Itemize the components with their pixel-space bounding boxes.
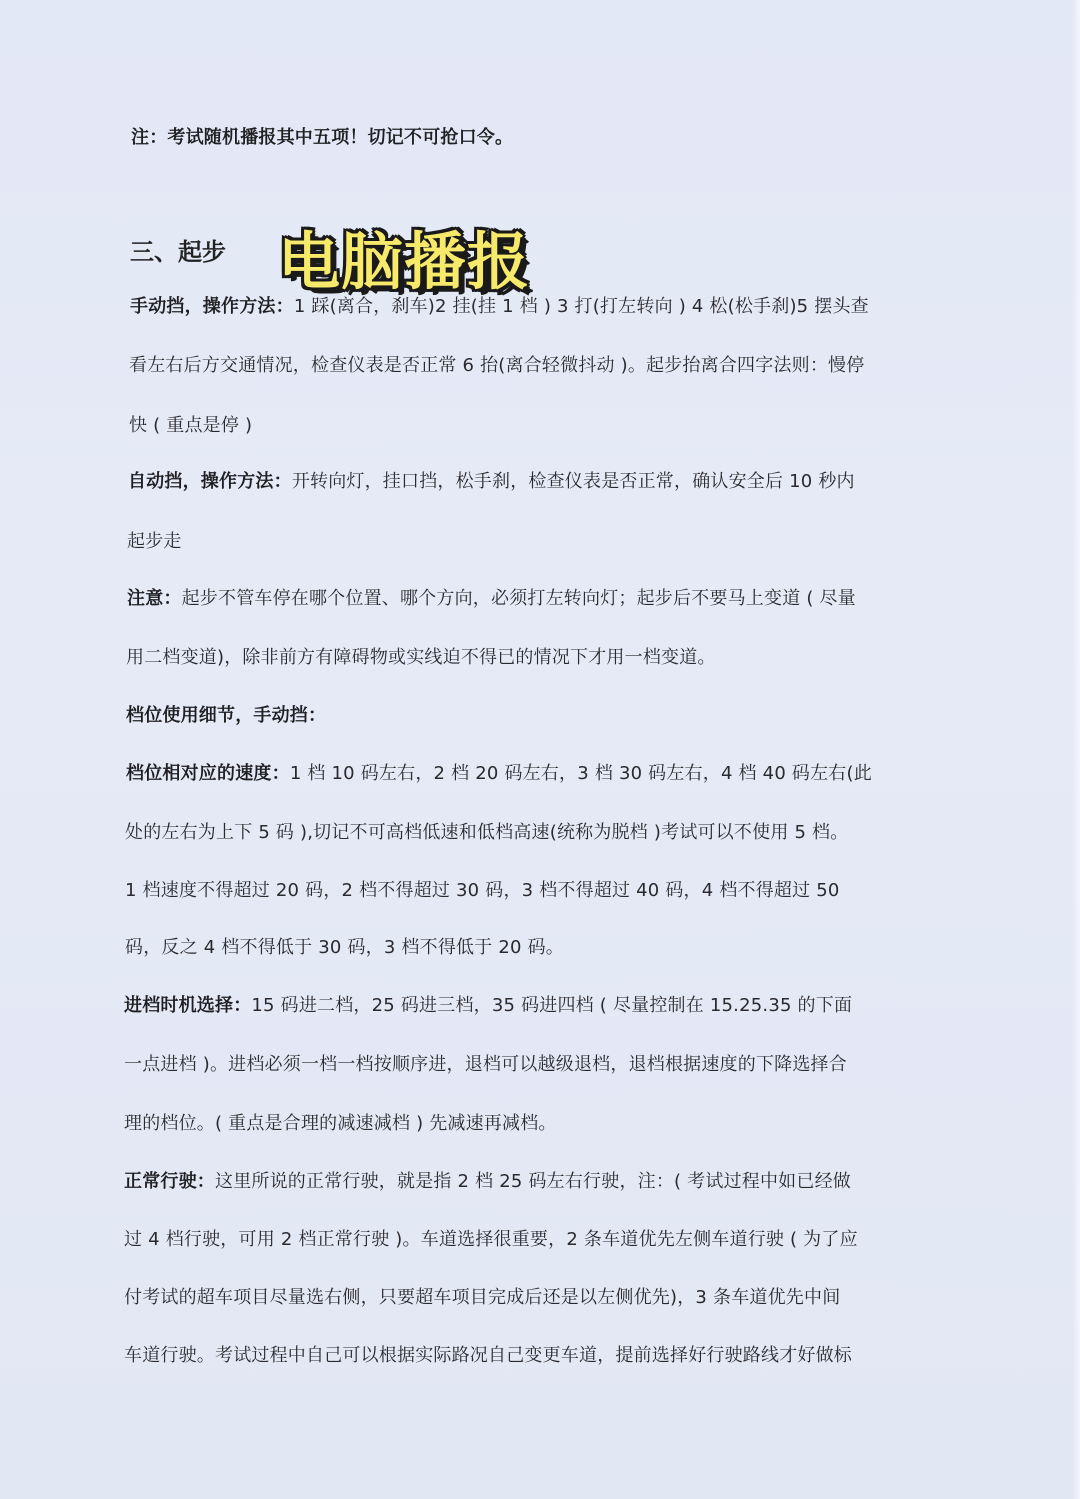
manual-method-line-3: 快 ( 重点是停 ) xyxy=(129,415,253,436)
gear-speed-line-2: 处的左右为上下 5 码 ),切记不可高档低速和低档高速(统称为脱档 )考试可以不使用 5 档。 xyxy=(125,822,849,843)
shift-timing-label: 进档时机选择： xyxy=(124,995,252,1016)
caution-text-1: 起步不管车停在哪个位置、哪个方向，必须打左转向灯；起步后不要马上变道 ( 尽量 xyxy=(181,588,856,609)
shift-timing-line-1 xyxy=(124,991,904,1017)
auto-method-line-1 xyxy=(128,467,908,493)
manual-method-line-2: 看左右后方交通情况，检查仪表是否正常 6 抬(离合轻微抖动 )。起步抬离合四字法则：慢停 xyxy=(129,355,865,376)
manual-method-text-1: 1 踩(离合，刹车)2 挂(挂 1 档 ) 3 打(打左转向 ) 4 松(松手刹)5 摆头查 xyxy=(293,296,869,317)
shift-timing-line-2: 一点进档 )。进档必须一档一档按顺序进，退档可以越级退档，退档根据速度的下降选择合 xyxy=(124,1054,847,1075)
section-heading: 三、起步 xyxy=(130,238,226,266)
overlay-title-sticker: 电脑播报 xyxy=(278,225,531,298)
auto-method-text-1: 开转向灯，挂口挡，松手刹，检查仪表是否正常，确认安全后 10 秒内 xyxy=(291,471,855,492)
exam-note: 注：考试随机播报其中五项！切记不可抢口令。 xyxy=(131,127,514,148)
normal-driving-label: 正常行驶： xyxy=(124,1171,215,1192)
caution-line-2: 用二档变道)，除非前方有障碍物或实线迫不得已的情况下才用一档变道。 xyxy=(126,647,716,668)
manual-method-label: 手动挡，操作方法： xyxy=(130,296,294,317)
gear-speed-line-4: 码，反之 4 档不得低于 30 码，3 档不得低于 20 码。 xyxy=(125,937,564,958)
auto-method-label: 自动挡，操作方法： xyxy=(128,471,292,492)
normal-driving-line-3: 付考试的超车项目尽量选右侧，只要超车项目完成后还是以左侧优先)，3 条车道优先中间 xyxy=(124,1287,841,1308)
normal-driving-line-2: 过 4 档行驶，可用 2 档正常行驶 )。车道选择很重要，2 条车道优先左侧车道行驶 ( 为了应 xyxy=(124,1229,858,1250)
shift-timing-line-3: 理的档位。( 重点是合理的减速减档 ) 先减速再减档。 xyxy=(124,1113,557,1134)
manual-method-line-1 xyxy=(130,292,910,318)
normal-driving-line-1 xyxy=(124,1167,904,1193)
gear-speed-text-1: 1 档 10 码左右，2 档 20 码左右，3 档 30 码左右，4 档 40 码左右(此 xyxy=(289,763,872,784)
caution-label: 注意： xyxy=(127,588,182,609)
normal-driving-text-1: 这里所说的正常行驶，就是指 2 档 25 码左右行驶，注：( 考试过程中如已经做 xyxy=(215,1171,851,1192)
gear-speed-line-1 xyxy=(126,759,906,785)
shift-timing-text-1: 15 码进二档，25 码进三档，35 码进四档 ( 尽量控制在 15.25.35 的下面 xyxy=(251,995,853,1016)
gear-speed-line-3: 1 档速度不得超过 20 码，2 档不得超过 30 码，3 档不得超过 40 码，4 档不得超过 50 xyxy=(125,880,840,901)
caution-line-1 xyxy=(127,584,907,610)
gear-detail-heading: 档位使用细节，手动挡： xyxy=(126,705,327,726)
gear-speed-label: 档位相对应的速度： xyxy=(126,763,290,784)
normal-driving-line-4: 车道行驶。考试过程中自己可以根据实际路况自己变更车道，提前选择好行驶路线才好做标 xyxy=(124,1345,852,1366)
auto-method-line-2: 起步走 xyxy=(127,531,182,552)
